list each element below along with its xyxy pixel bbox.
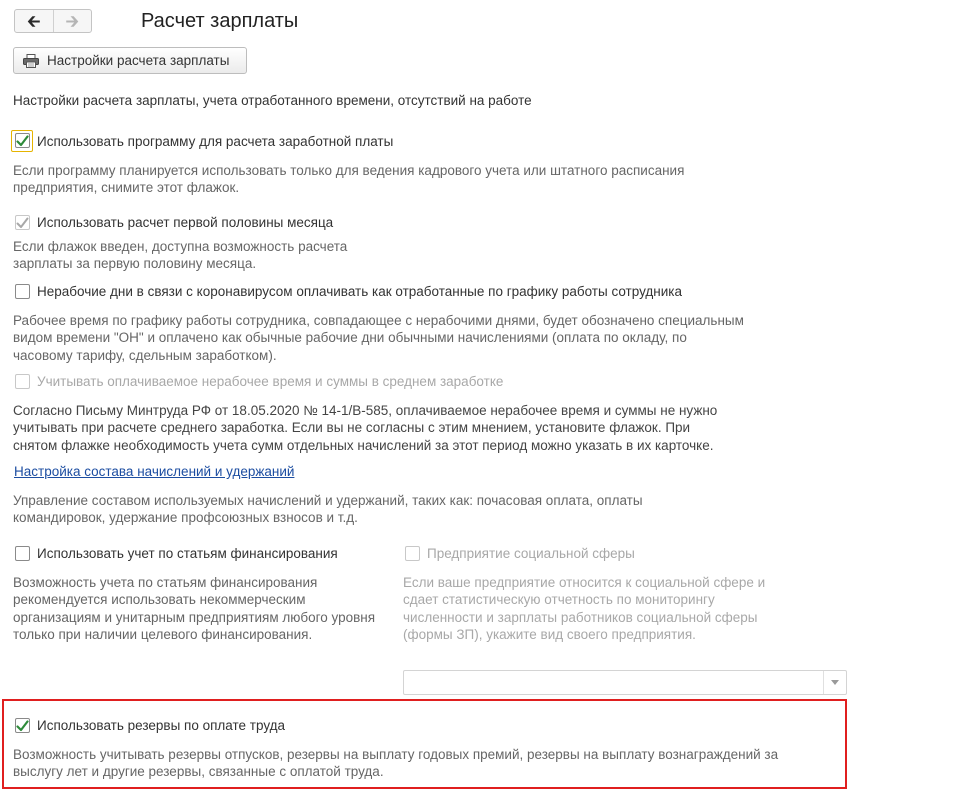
first-half-label[interactable]: Использовать расчет первой половины месяца	[37, 215, 334, 230]
use-program-checkbox[interactable]	[15, 133, 30, 148]
financing-description: Возможность учета по статьям финансирования рекомендуется использовать некоммерческим организациям и унитарным предприятиям любого уровня только при наличии целевого финансирования.	[13, 575, 376, 643]
first-half-description: Если флажок введен, доступна возможность расчета зарплаты за первую половину месяца.	[13, 239, 348, 272]
printer-icon	[23, 54, 39, 68]
chevron-down-icon	[831, 680, 839, 685]
avg-earnings-label[interactable]: Учитывать оплачиваемое нерабочее время и суммы в среднем заработке	[37, 374, 504, 389]
forward-button[interactable]	[54, 10, 92, 32]
salary-settings-button[interactable]	[13, 47, 247, 74]
financing-checkbox[interactable]	[15, 546, 30, 561]
first-half-checkbox[interactable]	[15, 215, 30, 230]
use-program-label[interactable]: Использовать программу для расчета заработной платы	[37, 134, 394, 149]
use-program-description: Если программу планируется использовать только для ведения кадрового учета или штатного расписания предприятия, снимите этот флажок.	[13, 163, 685, 196]
covid-days-description: Рабочее время по графику работы сотрудника, совпадающее с нерабочими днями, будет обозначено специальным видом времени "ОН" и оплачено как обычные рабочие дни обычными начислениями (оплата по окладу, по часовому тарифу, сдельным заработком).	[13, 313, 744, 363]
navigation-buttons	[14, 9, 92, 33]
social-sphere-checkbox[interactable]	[405, 546, 420, 561]
social-sphere-type-select[interactable]	[403, 670, 847, 695]
avg-earnings-checkbox[interactable]	[15, 374, 30, 389]
arrow-left-icon: 🡰	[26, 11, 41, 31]
covid-days-label[interactable]: Нерабочие дни в связи с коронавирусом оплачивать как отработанные по графику работы сотрудника	[37, 284, 682, 299]
reserves-label[interactable]: Использовать резервы по оплате труда	[37, 718, 286, 733]
reserves-checkbox[interactable]	[15, 718, 30, 733]
financing-label[interactable]: Использовать учет по статьям финансирования	[37, 546, 338, 561]
covid-days-checkbox[interactable]	[15, 284, 30, 299]
checkmark-icon	[16, 720, 29, 732]
salary-settings-button-label: Настройки расчета зарплаты	[47, 53, 230, 68]
dropdown-button[interactable]	[823, 671, 846, 694]
section-header: Настройки расчета зарплаты, учета отработанного времени, отсутствий на работе	[13, 93, 532, 108]
accruals-link-description: Управление составом используемых начислений и удержаний, таких как: почасовая оплата, оплаты командировок, удержание профсоюзных взносов и т.д.	[13, 493, 643, 526]
arrow-right-icon: 🡲	[65, 11, 80, 31]
page-title: Расчет зарплаты	[141, 10, 299, 32]
accruals-settings-link[interactable]: Настройка состава начислений и удержаний	[14, 464, 295, 479]
checkmark-icon	[16, 135, 29, 147]
back-button[interactable]	[15, 10, 54, 32]
social-sphere-label[interactable]: Предприятие социальной сферы	[427, 546, 635, 561]
avg-earnings-description: Согласно Письму Минтруда РФ от 18.05.2020 № 14-1/В-585, оплачиваемое нерабочее время и суммы не нужно учитывать при расчете среднего заработка. Если вы не согласны с этим мнением, установите флажок. При снятом флажке необходимость учета сумм отдельных начислений за этот период можно указать в их карточке.	[13, 403, 718, 453]
checkmark-icon	[16, 217, 29, 229]
social-sphere-description: Если ваше предприятие относится к социальной сфере и сдает статистическую отчетность по мониторингу численности и зарплаты работников социальной сферы (формы ЗП), укажите вид своего предприятия.	[403, 575, 766, 643]
reserves-description: Возможность учитывать резервы отпусков, резервы на выплату годовых премий, резервы на выплату вознаграждений за выслугу лет и другие резервы, связанные с оплатой труда.	[13, 747, 779, 780]
